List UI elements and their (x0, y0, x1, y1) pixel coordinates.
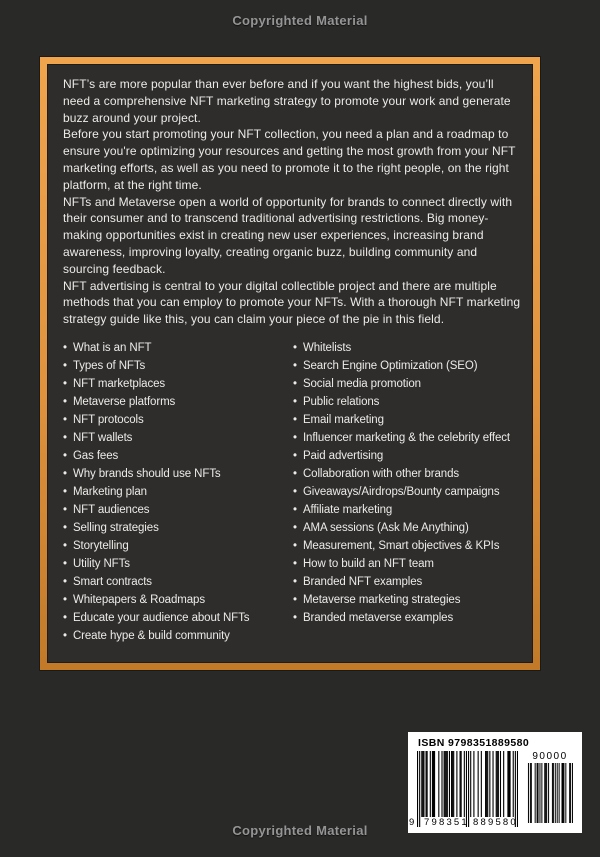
topic-item: • Search Engine Optimization (SEO) (293, 357, 521, 375)
topic-item: • Branded metaverse examples (293, 609, 521, 627)
addon-barcode (527, 763, 573, 823)
topic-item: • Why brands should use NFTs (63, 465, 293, 483)
barcode-panel (408, 732, 582, 833)
topics-list-left (63, 339, 293, 645)
description-text-block (63, 76, 521, 328)
topic-item: • NFT protocols (63, 411, 293, 429)
topic-item: • AMA sessions (Ask Me Anything) (293, 519, 521, 537)
topic-item: • Smart contracts (63, 573, 293, 591)
topic-item: • Affiliate marketing (293, 501, 521, 519)
topic-item: • Giveaways/Airdrops/Bounty campaigns (293, 483, 521, 501)
ean13-digit-group1: 798351 (424, 817, 469, 828)
topic-item: • How to build an NFT team (293, 555, 521, 573)
description-paragraph: NFT’s are more popular than ever before and if you want the highest bids, you’ll need a comprehensive NFT marketing strategy to promote your work and generate buzz around your project. (63, 77, 511, 125)
topic-item: • Educate your audience about NFTs (63, 609, 293, 627)
description-paragraph: NFTs and Metaverse open a world of opportunity for brands to connect directly with their consumer and to transcend traditional advertising restrictions. Big money-making opportunities exist in creating new user experiences, increasing brand awareness, improving loyalty, creating organic buzz, building community and sourcing feedback. (63, 194, 513, 276)
topic-item: • Marketing plan (63, 483, 293, 501)
topic-item: • Gas fees (63, 447, 293, 465)
topic-item: • Utility NFTs (63, 555, 293, 573)
topic-item: • Social media promotion (293, 375, 521, 393)
topic-item: • What is an NFT (63, 339, 293, 357)
ean13-digit-group2: 889580 (473, 817, 518, 828)
ean13-barcode (409, 751, 518, 828)
topic-item: • Storytelling (63, 537, 293, 555)
topic-item: • NFT marketplaces (63, 375, 293, 393)
topic-item: • Paid advertising (293, 447, 521, 465)
topic-item: • Public relations (293, 393, 521, 411)
topic-item: • Email marketing (293, 411, 521, 429)
addon-price-label: 90000 (532, 751, 568, 762)
topic-item: • Whitelists (293, 339, 521, 357)
description-paragraph: Before you start promoting your NFT collection, you need a plan and a roadmap to ensure you're optimizing your resources and getting the most growth from your NFT marketing efforts, as well as you need to promote it to the right people, on the right platform, at the right time. (63, 127, 516, 192)
copyright-notice-bottom: Copyrighted Material (232, 823, 368, 838)
topic-item: • Metaverse marketing strategies (293, 591, 521, 609)
copyright-notice-top: Copyrighted Material (232, 13, 368, 28)
topic-item: • Selling strategies (63, 519, 293, 537)
barcode-row (409, 751, 575, 828)
description-paragraph: NFT advertising is central to your digital collectible project and there are multiple methods that you can employ to promote your NFTs. With a thorough NFT marketing strategy guide like this, you can claim your piece of the pie in this field. (63, 278, 521, 327)
topic-item: • Collaboration with other brands (293, 465, 521, 483)
topic-item: • Types of NFTs (63, 357, 293, 375)
topic-item: • Influencer marketing & the celebrity effect (293, 429, 521, 447)
topic-item: • NFT audiences (63, 501, 293, 519)
addon-barcode-block (527, 751, 573, 823)
topic-item: • NFT wallets (63, 429, 293, 447)
topics-section (63, 339, 521, 645)
ean13-digit-first: 9 (409, 817, 415, 828)
topic-item: • Branded NFT examples (293, 573, 521, 591)
topic-item: • Create hype & build community (63, 627, 293, 645)
back-cover-frame (40, 57, 540, 670)
topics-list-right (293, 339, 521, 645)
topic-item: • Measurement, Smart objectives & KPIs (293, 537, 521, 555)
topic-item: • Metaverse platforms (63, 393, 293, 411)
topic-item: • Whitepapers & Roadmaps (63, 591, 293, 609)
isbn-label: ISBN 9798351889580 (418, 737, 530, 749)
